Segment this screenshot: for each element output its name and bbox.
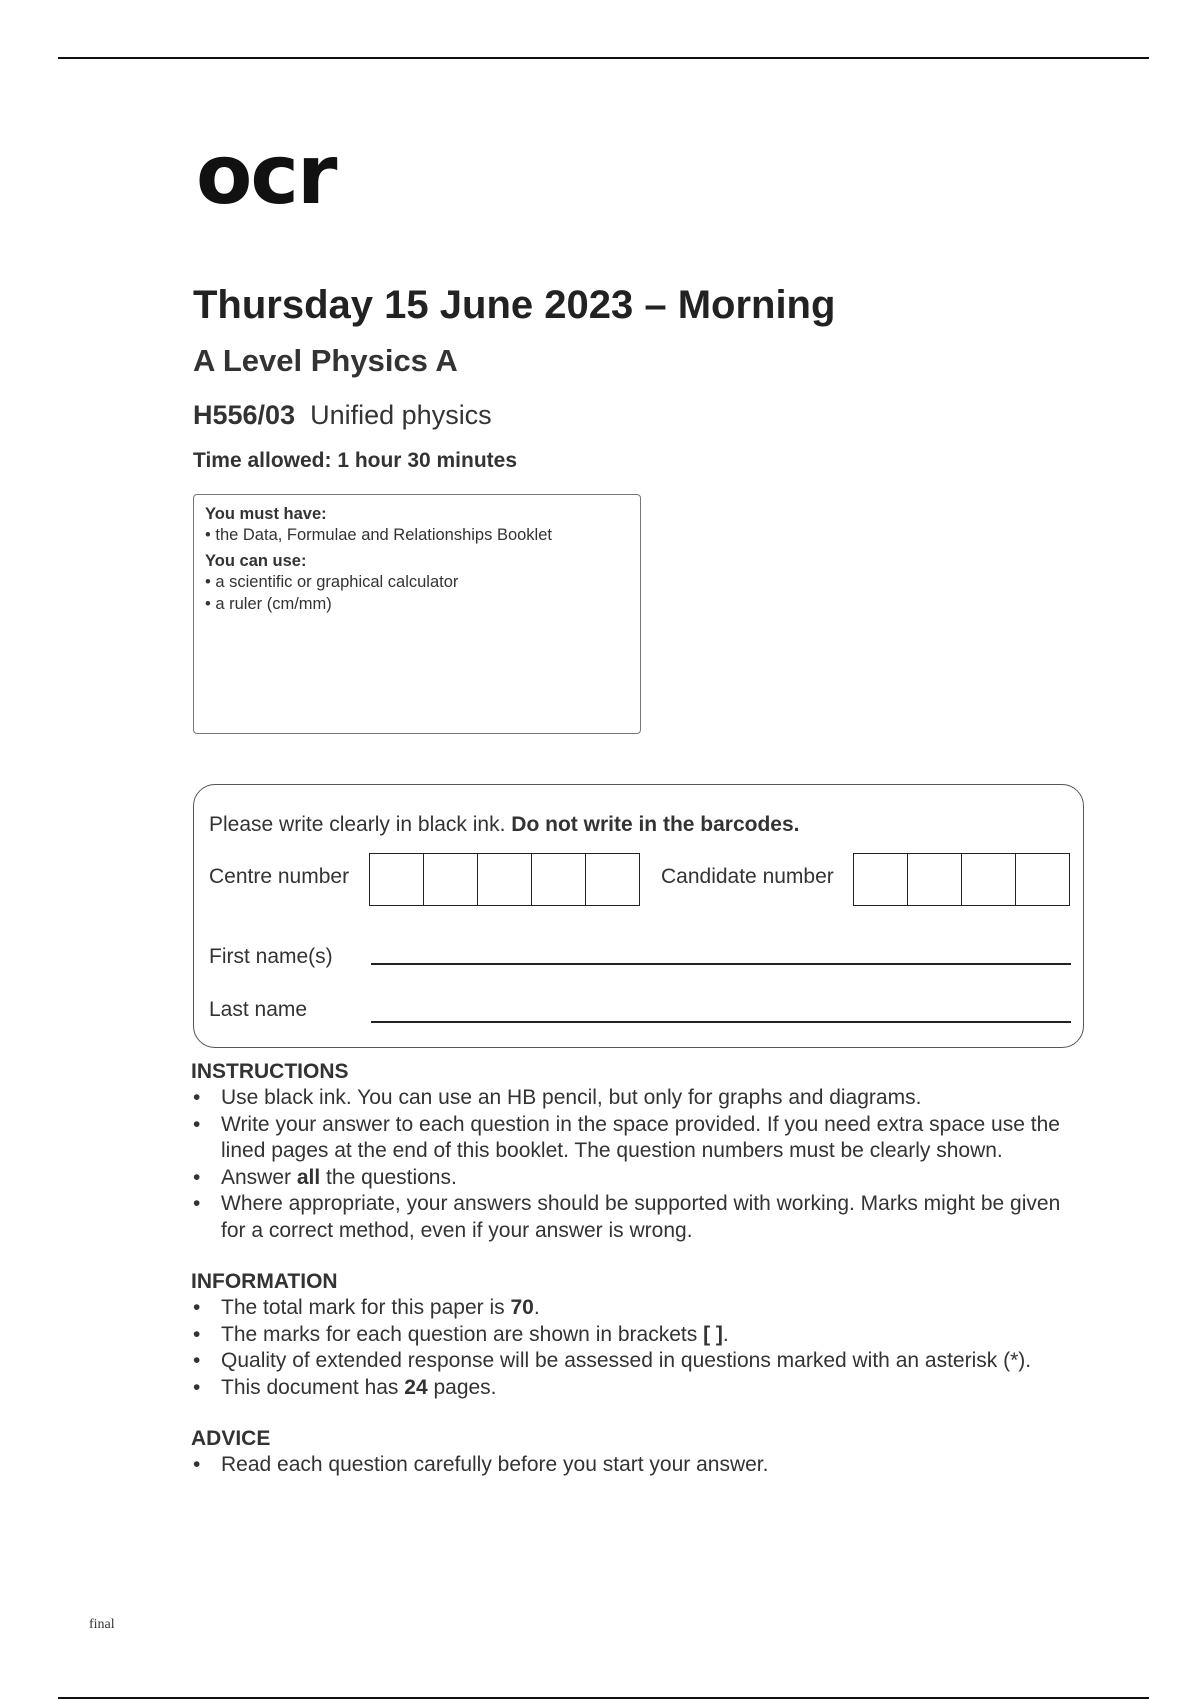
information-text	[221, 1322, 729, 1349]
paper-name: Unified physics	[310, 400, 492, 430]
exam-date-title: Thursday 15 June 2023 – Morning	[193, 283, 836, 327]
bullet: •	[205, 573, 211, 591]
candidate-details-box	[193, 784, 1084, 1048]
can-use-heading: You can use:	[205, 552, 307, 570]
text: .	[533, 1296, 540, 1319]
digit-cell[interactable]	[854, 854, 908, 905]
bullet: •	[193, 1453, 201, 1476]
bullet: •	[193, 1349, 201, 1373]
requirements-box	[193, 494, 641, 734]
instruction-item	[191, 1112, 1091, 1165]
instruction-item	[191, 1191, 1091, 1244]
information-item	[191, 1348, 1091, 1375]
instruction-text: Write your answer to each question in the space provided. If you need extra space use the lined pages at the end of this booklet. The question numbers must be clearly shown.	[221, 1112, 1060, 1163]
digit-cell[interactable]	[962, 854, 1016, 905]
advice-item	[191, 1452, 1091, 1479]
can-use-text: a scientific or graphical calculator	[215, 573, 459, 591]
last-name-field[interactable]	[371, 1021, 1071, 1023]
bullet: •	[205, 526, 211, 544]
advice-text: Read each question carefully before you start your answer.	[221, 1453, 769, 1476]
information-heading: INFORMATION	[191, 1270, 338, 1293]
can-use-text: a ruler (cm/mm)	[215, 595, 332, 613]
bottom-rule	[58, 1697, 1149, 1699]
candidate-number-input[interactable]	[853, 853, 1070, 906]
bullet: •	[193, 1322, 201, 1346]
text: This document has	[221, 1375, 405, 1399]
ink-note-text: Please write clearly in black ink.	[209, 813, 506, 836]
bullet: •	[193, 1375, 201, 1399]
information-text	[221, 1375, 497, 1402]
text: The total mark for this paper is	[221, 1296, 511, 1319]
first-name-field[interactable]	[371, 963, 1071, 965]
paper-code	[193, 400, 492, 431]
instruction-item	[191, 1165, 1091, 1192]
digit-cell[interactable]	[532, 854, 586, 905]
text: Answer	[221, 1165, 297, 1189]
bullet: •	[193, 1296, 201, 1319]
centre-number-input[interactable]	[369, 853, 640, 906]
digit-cell[interactable]	[370, 854, 424, 905]
bullet: •	[205, 595, 211, 613]
information-item	[191, 1295, 1091, 1322]
instructions-section	[191, 1058, 1091, 1245]
instruction-item	[191, 1085, 1091, 1112]
instruction-text: Use black ink. You can use an HB pencil, but only for graphs and diagrams.	[221, 1086, 922, 1109]
must-have-item	[205, 524, 629, 546]
footer-label: final	[89, 1617, 115, 1632]
instruction-text: Where appropriate, your answers should be supported with working. Marks might be given for a correct method, even if your answer is wrong.	[221, 1192, 1061, 1242]
bullet: •	[193, 1112, 201, 1136]
bullet: •	[193, 1165, 201, 1189]
text: the questions.	[320, 1165, 457, 1189]
text: The marks for each question are shown in brackets	[221, 1322, 704, 1346]
advice-section	[191, 1425, 1091, 1479]
qualification-title: A Level Physics A	[193, 343, 458, 378]
advice-heading: ADVICE	[191, 1427, 271, 1450]
digit-cell[interactable]	[478, 854, 532, 905]
digit-cell[interactable]	[586, 854, 639, 905]
information-section	[191, 1268, 1091, 1401]
top-rule	[58, 57, 1149, 59]
information-text	[221, 1295, 540, 1322]
first-name-label: First name(s)	[209, 945, 333, 968]
text: pages.	[427, 1375, 497, 1399]
digit-cell[interactable]	[424, 854, 478, 905]
emphasis: [ ]	[703, 1322, 723, 1346]
text: .	[722, 1322, 729, 1346]
information-item	[191, 1375, 1091, 1402]
must-have-heading: You must have:	[205, 505, 327, 523]
information-item	[191, 1322, 1091, 1349]
can-use-item	[205, 571, 629, 593]
must-have-text: the Data, Formulae and Relationships Booklet	[215, 526, 552, 544]
emphasis: 24	[404, 1375, 428, 1399]
information-text	[221, 1348, 1031, 1375]
time-allowed: Time allowed: 1 hour 30 minutes	[193, 449, 518, 472]
instruction-text	[221, 1165, 457, 1192]
centre-number-label: Centre number	[209, 865, 350, 888]
candidate-number-label: Candidate number	[661, 865, 834, 888]
bullet: •	[193, 1086, 201, 1109]
barcode-warning: Do not write in the barcodes.	[511, 813, 800, 836]
emphasis: all	[296, 1165, 321, 1189]
digit-cell[interactable]	[1016, 854, 1069, 905]
instructions-heading: INSTRUCTIONS	[191, 1060, 349, 1083]
text: Quality of extended response will be assessed in questions marked with an asterisk (*).	[221, 1349, 1032, 1373]
bullet: •	[193, 1192, 201, 1216]
digit-cell[interactable]	[908, 854, 962, 905]
can-use-item	[205, 593, 629, 615]
paper-code-number: H556/03	[193, 400, 296, 430]
ocr-logo: ocr	[196, 128, 336, 223]
emphasis: 70	[510, 1296, 534, 1319]
ink-note	[209, 813, 800, 837]
last-name-label: Last name	[209, 998, 308, 1021]
